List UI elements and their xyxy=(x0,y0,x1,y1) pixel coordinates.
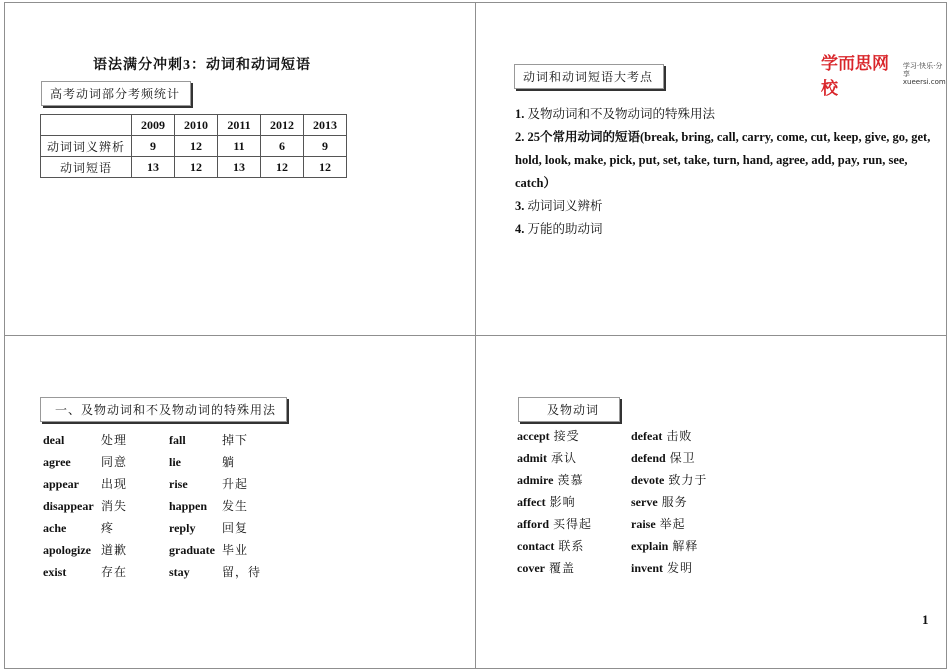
slide-title: 语法满分冲刺3：动词和动词短语 xyxy=(93,58,311,73)
word-english: disappear xyxy=(43,499,94,513)
word-chinese: 掉下 xyxy=(222,433,249,447)
word-chinese: 覆盖 xyxy=(548,561,575,575)
word-english: admire xyxy=(517,473,554,487)
word-english: fall xyxy=(169,433,186,447)
word-chinese: 联系 xyxy=(558,539,585,553)
list-item xyxy=(169,495,261,517)
word-chinese: 消失 xyxy=(101,499,128,513)
word-english: deal xyxy=(43,433,65,447)
word-chinese: 毕业 xyxy=(222,543,249,557)
word-english: exist xyxy=(43,565,67,579)
word-english: defend xyxy=(631,451,666,465)
list-item xyxy=(515,195,935,218)
word-chinese: 承认 xyxy=(551,451,578,465)
slide-intransitive-verbs xyxy=(4,335,476,669)
word-chinese: 回复 xyxy=(222,521,249,535)
word-chinese: 存在 xyxy=(101,565,128,579)
word-english: invent xyxy=(631,561,664,575)
year-header: 2010 xyxy=(175,115,218,136)
slide-vocab-frequency xyxy=(4,2,476,336)
word-chinese: 击败 xyxy=(666,429,693,443)
list-item xyxy=(631,513,707,535)
year-header: 2013 xyxy=(304,115,347,136)
table-cell: 12 xyxy=(261,157,304,178)
word-english: ache xyxy=(43,521,67,535)
table-cell: 6 xyxy=(261,136,304,157)
list-item xyxy=(43,451,127,473)
word-chinese: 服务 xyxy=(661,495,688,509)
list-item xyxy=(517,425,592,447)
row-label: 动词短语 xyxy=(41,157,132,178)
logo-name: 学而思网校 xyxy=(821,54,889,99)
table-row xyxy=(41,157,347,178)
list-item xyxy=(169,539,261,561)
frequency-table xyxy=(40,114,347,178)
word-chinese: 发明 xyxy=(667,561,694,575)
page-number: 1 xyxy=(922,612,929,627)
list-item xyxy=(169,561,261,583)
word-english: cover xyxy=(517,561,545,575)
key-points-list xyxy=(515,103,935,241)
section-tag: 一、及物动词和不及物动词的特殊用法 xyxy=(40,397,287,422)
table-corner-cell xyxy=(41,115,132,136)
logo-subtitle xyxy=(903,62,946,86)
word-chinese: 同意 xyxy=(101,455,128,469)
word-chinese: 买得起 xyxy=(553,517,593,531)
word-english: reply xyxy=(169,521,196,535)
word-chinese: 影响 xyxy=(549,495,576,509)
slide-key-points xyxy=(475,2,947,336)
year-header: 2009 xyxy=(132,115,175,136)
word-chinese: 接受 xyxy=(553,429,580,443)
word-column-left xyxy=(43,429,127,583)
point-text: 万能的助动词 xyxy=(527,222,603,236)
list-item xyxy=(631,469,707,491)
list-item xyxy=(631,447,707,469)
table-cell: 12 xyxy=(175,157,218,178)
list-item xyxy=(517,513,592,535)
word-chinese: 升起 xyxy=(222,477,249,491)
word-column-left xyxy=(517,425,592,579)
point-text: 25个常用动词的短语(break, bring, call, carry, come, cut, keep, give, go, get, hold, look, make, pick, put, set, take, turn, hand, agree, add, pay, run, see, catch） xyxy=(515,130,931,190)
list-item xyxy=(515,126,935,195)
point-number: 2. xyxy=(515,130,525,144)
list-item xyxy=(169,429,261,451)
word-english: happen xyxy=(169,499,208,513)
word-english: agree xyxy=(43,455,71,469)
list-item xyxy=(517,447,592,469)
word-chinese: 举起 xyxy=(659,517,686,531)
word-english: devote xyxy=(631,473,665,487)
point-number: 3. xyxy=(515,199,525,213)
logo-domain: xueersi.com xyxy=(902,78,946,86)
list-item xyxy=(43,495,127,517)
word-english: graduate xyxy=(169,543,215,557)
row-label: 动词词义辨析 xyxy=(41,136,132,157)
word-chinese: 留，待 xyxy=(222,565,262,579)
list-item xyxy=(517,469,592,491)
logo-slogan: 学习·快乐·分享 xyxy=(902,62,943,78)
table-cell: 12 xyxy=(175,136,218,157)
slide-transitive-verbs xyxy=(475,335,947,669)
word-english: admit xyxy=(517,451,547,465)
section-tag: 动词和动词短语大考点 xyxy=(514,64,664,89)
list-item xyxy=(631,535,707,557)
table-cell: 9 xyxy=(304,136,347,157)
table-row xyxy=(41,136,347,157)
word-english: appear xyxy=(43,477,79,491)
brand-logo xyxy=(821,49,946,99)
word-chinese: 道歉 xyxy=(101,543,128,557)
word-chinese: 羡慕 xyxy=(557,473,584,487)
word-column-right xyxy=(169,429,261,583)
list-item xyxy=(515,103,935,126)
table-cell: 11 xyxy=(218,136,261,157)
word-english: affect xyxy=(517,495,546,509)
word-english: contact xyxy=(517,539,555,553)
section-tag: 及物动词 xyxy=(518,397,620,422)
word-english: serve xyxy=(631,495,658,509)
list-item xyxy=(631,557,707,579)
word-english: lie xyxy=(169,455,181,469)
word-english: explain xyxy=(631,539,669,553)
list-item xyxy=(517,535,592,557)
table-cell: 9 xyxy=(132,136,175,157)
list-item xyxy=(43,429,127,451)
list-item xyxy=(631,491,707,513)
list-item xyxy=(631,425,707,447)
word-english: stay xyxy=(169,565,190,579)
point-text: 及物动词和不及物动词的特殊用法 xyxy=(527,107,716,121)
word-english: defeat xyxy=(631,429,663,443)
word-chinese: 致力于 xyxy=(668,473,708,487)
table-cell: 12 xyxy=(304,157,347,178)
list-item xyxy=(517,557,592,579)
word-chinese: 发生 xyxy=(222,499,249,513)
word-chinese: 解释 xyxy=(672,539,699,553)
list-item xyxy=(517,491,592,513)
word-chinese: 疼 xyxy=(101,521,115,535)
word-english: afford xyxy=(517,517,549,531)
word-chinese: 处理 xyxy=(101,433,128,447)
word-chinese: 躺 xyxy=(222,455,236,469)
table-cell: 13 xyxy=(132,157,175,178)
list-item xyxy=(43,517,127,539)
word-english: raise xyxy=(631,517,656,531)
word-chinese: 出现 xyxy=(101,477,128,491)
list-item xyxy=(169,473,261,495)
word-english: accept xyxy=(517,429,550,443)
list-item xyxy=(43,539,127,561)
table-header-row xyxy=(41,115,347,136)
point-number: 4. xyxy=(515,222,525,236)
list-item xyxy=(169,451,261,473)
year-header: 2011 xyxy=(218,115,261,136)
year-header: 2012 xyxy=(261,115,304,136)
section-tag: 高考动词部分考频统计 xyxy=(41,81,191,106)
point-text: 动词词义辨析 xyxy=(527,199,603,213)
list-item xyxy=(515,218,935,241)
point-number: 1. xyxy=(515,107,525,121)
list-item xyxy=(43,561,127,583)
table-cell: 13 xyxy=(218,157,261,178)
list-item xyxy=(43,473,127,495)
word-english: apologize xyxy=(43,543,91,557)
word-english: rise xyxy=(169,477,188,491)
word-chinese: 保卫 xyxy=(669,451,696,465)
word-column-right xyxy=(631,425,707,579)
list-item xyxy=(169,517,261,539)
